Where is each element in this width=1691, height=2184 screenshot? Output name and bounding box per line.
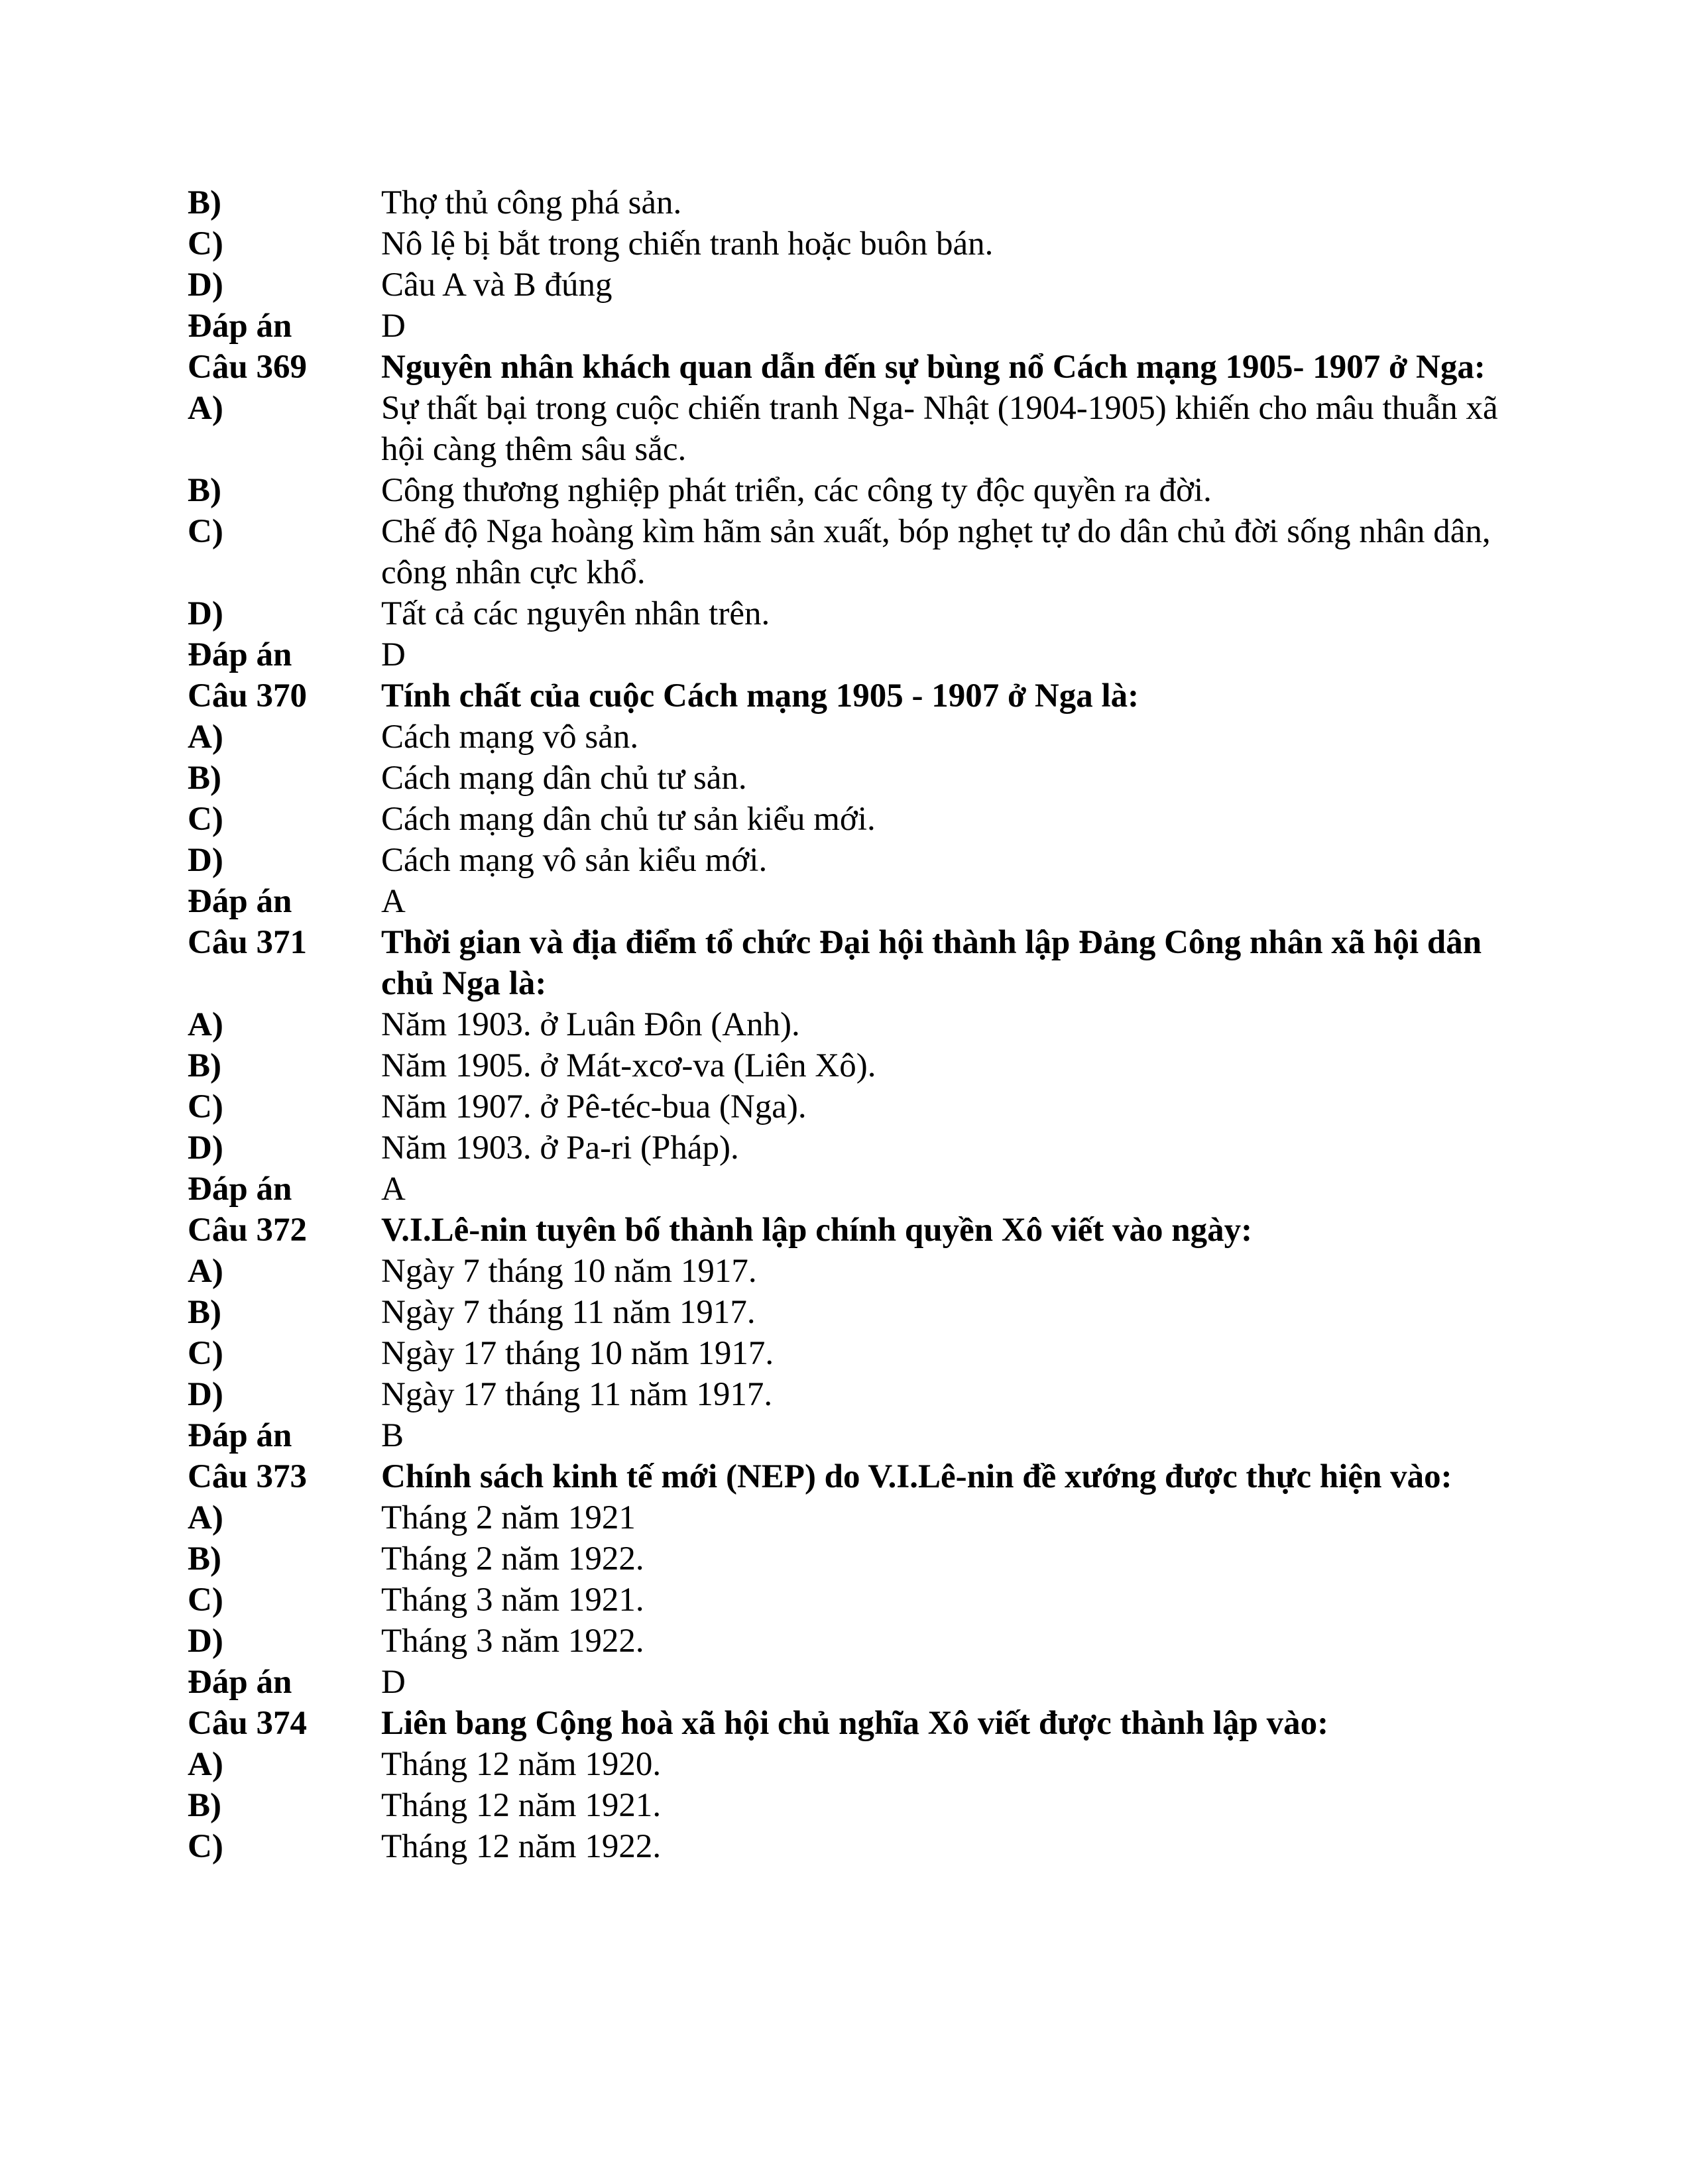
row-text: Ngày 7 tháng 11 năm 1917. bbox=[381, 1294, 756, 1331]
row-text: A bbox=[381, 883, 406, 920]
option-row bbox=[188, 840, 1507, 881]
option-row bbox=[188, 470, 1507, 511]
row-label: B) bbox=[188, 1047, 221, 1084]
option-row bbox=[188, 264, 1507, 306]
answer-row bbox=[188, 1169, 1507, 1210]
row-label: Câu 374 bbox=[188, 1705, 307, 1742]
row-label: D) bbox=[188, 1376, 223, 1413]
row-text: Nô lệ bị bắt trong chiến tranh hoặc buôn bán. bbox=[381, 225, 994, 262]
row-text: Sự thất bại trong cuộc chiến tranh Nga- Nhật (1904-1905) khiến cho mâu thuẫn xã hội càng thêm sâu sắc. bbox=[381, 390, 1498, 468]
row-text: Chế độ Nga hoàng kìm hãm sản xuất, bóp nghẹt tự do dân chủ đời sống nhân dân, công nhân cực khổ. bbox=[381, 513, 1491, 591]
option-row bbox=[188, 1333, 1507, 1374]
option-row bbox=[188, 1497, 1507, 1538]
answer-row bbox=[188, 306, 1507, 347]
row-text: Cách mạng dân chủ tư sản. bbox=[381, 760, 747, 797]
option-row bbox=[188, 1744, 1507, 1785]
option-row bbox=[188, 388, 1507, 470]
document-page bbox=[188, 182, 1507, 1867]
row-label: B) bbox=[188, 1294, 221, 1331]
option-row bbox=[188, 593, 1507, 634]
row-text: D bbox=[381, 1664, 406, 1701]
row-label: B) bbox=[188, 760, 221, 797]
option-row bbox=[188, 758, 1507, 799]
row-text: Năm 1907. ở Pê-téc-bua (Nga). bbox=[381, 1088, 807, 1125]
row-label: Đáp án bbox=[188, 1171, 292, 1208]
row-text: V.I.Lê-nin tuyên bố thành lập chính quyền Xô viết vào ngày: bbox=[381, 1212, 1253, 1249]
row-text: Tháng 12 năm 1922. bbox=[381, 1828, 662, 1865]
row-text: Công thương nghiệp phát triển, các công ty độc quyền ra đời. bbox=[381, 472, 1212, 509]
question-row bbox=[188, 1210, 1507, 1251]
row-text: A bbox=[381, 1171, 406, 1208]
row-label: D) bbox=[188, 1623, 223, 1660]
row-text: Chính sách kinh tế mới (NEP) do V.I.Lê-nin đề xướng được thực hiện vào: bbox=[381, 1458, 1452, 1495]
row-label: Đáp án bbox=[188, 1664, 292, 1701]
row-label: Câu 369 bbox=[188, 349, 307, 386]
row-text: Cách mạng dân chủ tư sản kiểu mới. bbox=[381, 801, 876, 838]
row-text: Tháng 3 năm 1921. bbox=[381, 1581, 644, 1619]
row-label: D) bbox=[188, 595, 223, 632]
row-label: B) bbox=[188, 472, 221, 509]
row-text: Tháng 3 năm 1922. bbox=[381, 1623, 644, 1660]
option-row bbox=[188, 1292, 1507, 1333]
row-label: Đáp án bbox=[188, 636, 292, 673]
row-label: A) bbox=[188, 718, 223, 756]
row-label: C) bbox=[188, 513, 223, 550]
option-row bbox=[188, 1621, 1507, 1662]
option-row bbox=[188, 1826, 1507, 1867]
row-label: A) bbox=[188, 1746, 223, 1783]
row-text: Tháng 12 năm 1921. bbox=[381, 1787, 662, 1824]
row-label: D) bbox=[188, 1129, 223, 1167]
row-label: Câu 371 bbox=[188, 924, 307, 961]
row-text: Tất cả các nguyên nhân trên. bbox=[381, 595, 770, 632]
row-text: Ngày 17 tháng 11 năm 1917. bbox=[381, 1376, 773, 1413]
row-label: Đáp án bbox=[188, 883, 292, 920]
row-text: Cách mạng vô sản. bbox=[381, 718, 639, 756]
row-text: Nguyên nhân khách quan dẫn đến sự bùng nổ Cách mạng 1905- 1907 ở Nga: bbox=[381, 349, 1486, 386]
row-text: Năm 1903. ở Pa-ri (Pháp). bbox=[381, 1129, 739, 1167]
row-text: Tháng 2 năm 1922. bbox=[381, 1540, 644, 1578]
row-label: D) bbox=[188, 266, 223, 304]
row-label: Câu 370 bbox=[188, 677, 307, 715]
row-text: B bbox=[381, 1417, 404, 1454]
row-label: A) bbox=[188, 390, 223, 427]
row-label: A) bbox=[188, 1006, 223, 1043]
row-text: Câu A và B đúng bbox=[381, 266, 612, 304]
option-row bbox=[188, 717, 1507, 758]
row-label: Câu 372 bbox=[188, 1212, 307, 1249]
option-row bbox=[188, 1127, 1507, 1169]
row-text: Thợ thủ công phá sản. bbox=[381, 184, 682, 221]
row-text: Liên bang Cộng hoà xã hội chủ nghĩa Xô viết được thành lập vào: bbox=[381, 1705, 1329, 1742]
option-row bbox=[188, 1785, 1507, 1826]
option-row bbox=[188, 223, 1507, 264]
row-label: C) bbox=[188, 1828, 223, 1865]
answer-row bbox=[188, 634, 1507, 675]
row-text: Ngày 7 tháng 10 năm 1917. bbox=[381, 1253, 757, 1290]
question-row bbox=[188, 922, 1507, 1004]
answer-row bbox=[188, 881, 1507, 922]
question-row bbox=[188, 1703, 1507, 1744]
option-row bbox=[188, 1251, 1507, 1292]
row-text: Ngày 17 tháng 10 năm 1917. bbox=[381, 1335, 774, 1372]
row-label: D) bbox=[188, 842, 223, 879]
option-row bbox=[188, 1045, 1507, 1086]
row-text: D bbox=[381, 636, 406, 673]
row-text: Tháng 2 năm 1921 bbox=[381, 1499, 636, 1536]
row-label: C) bbox=[188, 1581, 223, 1619]
row-label: A) bbox=[188, 1499, 223, 1536]
row-text: D bbox=[381, 308, 406, 345]
option-row bbox=[188, 1538, 1507, 1580]
row-label: Đáp án bbox=[188, 308, 292, 345]
option-row bbox=[188, 1004, 1507, 1045]
question-row bbox=[188, 1456, 1507, 1497]
option-row bbox=[188, 182, 1507, 223]
question-row bbox=[188, 675, 1507, 717]
option-row bbox=[188, 1580, 1507, 1621]
option-row bbox=[188, 1374, 1507, 1415]
option-row bbox=[188, 511, 1507, 593]
row-label: C) bbox=[188, 801, 223, 838]
row-label: Câu 373 bbox=[188, 1458, 307, 1495]
row-label: C) bbox=[188, 1335, 223, 1372]
row-text: Cách mạng vô sản kiểu mới. bbox=[381, 842, 768, 879]
option-row bbox=[188, 1086, 1507, 1127]
row-text: Tính chất của cuộc Cách mạng 1905 - 1907 ở Nga là: bbox=[381, 677, 1139, 715]
row-text: Thời gian và địa điểm tổ chức Đại hội thành lập Đảng Công nhân xã hội dân chủ Nga là: bbox=[381, 924, 1482, 1002]
row-label: Đáp án bbox=[188, 1417, 292, 1454]
row-label: C) bbox=[188, 1088, 223, 1125]
row-label: A) bbox=[188, 1253, 223, 1290]
row-label: B) bbox=[188, 1787, 221, 1824]
row-label: B) bbox=[188, 184, 221, 221]
row-text: Tháng 12 năm 1920. bbox=[381, 1746, 662, 1783]
row-label: C) bbox=[188, 225, 223, 262]
option-row bbox=[188, 799, 1507, 840]
row-label: B) bbox=[188, 1540, 221, 1578]
row-text: Năm 1905. ở Mát-xcơ-va (Liên Xô). bbox=[381, 1047, 876, 1084]
question-row bbox=[188, 347, 1507, 388]
row-text: Năm 1903. ở Luân Đôn (Anh). bbox=[381, 1006, 800, 1043]
answer-row bbox=[188, 1415, 1507, 1456]
answer-row bbox=[188, 1662, 1507, 1703]
